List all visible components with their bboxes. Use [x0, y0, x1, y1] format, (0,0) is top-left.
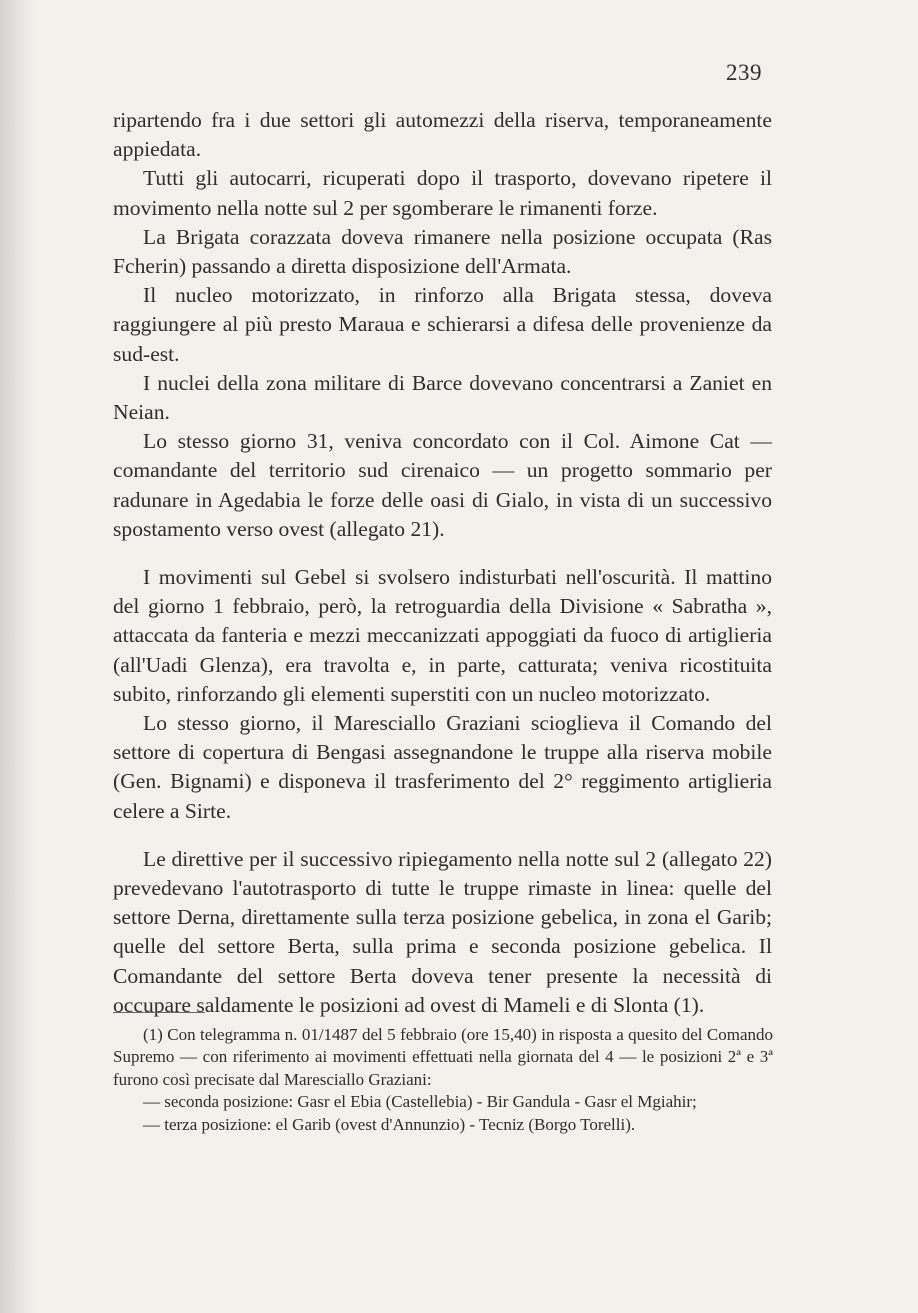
- footnotes: [113, 1024, 773, 1136]
- paragraph: I movimenti sul Gebel si svolsero indisturbati nell'oscurità. Il mattino del giorno 1 febbraio, però, la retroguardia della Divisione « Sabratha », attaccata da fanteria e mezzi meccanizzati appoggiati da fuoco di artiglieria (all'Uadi Glenza), era travolta e, in parte, catturata; veniva ricostituita subito, rinforzando gli elementi superstiti con un nucleo motorizzato.: [113, 565, 772, 706]
- footnote-divider: [113, 1012, 205, 1013]
- body-text: [113, 106, 772, 1020]
- footnote-line-third-position: — terza posizione: el Garib (ovest d'Annunzio) - Tecniz (Borgo Torelli).: [143, 1114, 636, 1134]
- paragraph: Lo stesso giorno 31, veniva concordato con il Col. Aimone Cat — comandante del territorio sud cirenaico — un progetto sommario per radunare in Agedabia le forze delle oasi di Gialo, in vista di un successivo spostamento verso ovest (allegato 21).: [113, 429, 772, 541]
- page-binding-shadow: [0, 0, 38, 1313]
- footnote: (1) Con telegramma n. 01/1487 del 5 febbraio (ore 15,40) in risposta a quesito del Comando Supremo — con riferimento ai movimenti effettuati nella giornata del 4 — le posizioni 2ª e 3ª furono così precisate dal Maresciallo Graziani:: [113, 1025, 773, 1089]
- footnote-line-second-position: — seconda posizione: Gasr el Ebia (Castellebia) - Bir Gandula - Gasr el Mgiahir;: [143, 1092, 697, 1112]
- paragraph: La Brigata corazzata doveva rimanere nella posizione occupata (Ras Fcherin) passando a diretta disposizione dell'Armata.: [113, 224, 772, 279]
- paragraph: Lo stesso giorno, il Maresciallo Graziani scioglieva il Comando del settore di copertura di Bengasi assegnandone le truppe alla riserva mobile (Gen. Bignami) e disponeva il trasferimento del 2° reggimento artiglieria celere a Sirte.: [113, 711, 772, 823]
- page-number: 239: [726, 60, 762, 85]
- paragraph: ripartendo fra i due settori gli automezzi della riserva, temporaneamente appiedata.: [113, 108, 772, 162]
- paragraph: I nuclei della zona militare di Barce dovevano concentrarsi a Zaniet en Neian.: [113, 370, 772, 425]
- paragraph: Tutti gli autocarri, ricuperati dopo il trasporto, dovevano ripetere il movimento nella notte sul 2 per sgomberare le rimanenti forze.: [113, 166, 772, 220]
- paragraph: Il nucleo motorizzato, in rinforzo alla Brigata stessa, doveva raggiungere al più presto Maraua e schierarsi a difesa delle provenienze da sud-est.: [113, 283, 772, 366]
- paragraph: Le direttive per il successivo ripiegamento nella notte sul 2 (allegato 22) prevedevano l'autotrasporto di tutte le truppe rimaste in linea: quelle del settore Derna, direttamente sulla terza posizione gebelica, in zona el Garib; quelle del settore Berta, sulla prima e seconda posizione gebelica. Il Comandante del settore Berta doveva tener presente la necessità di occupare saldamente le posizioni ad ovest di Mameli e di Slonta (1).: [113, 846, 772, 1017]
